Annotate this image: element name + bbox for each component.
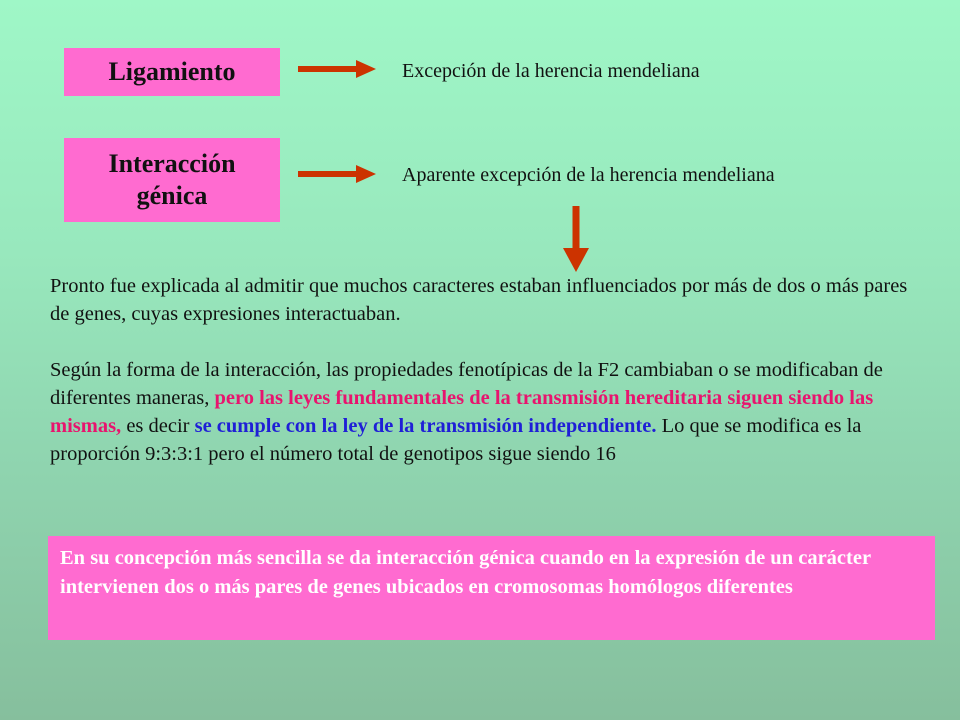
highlight-independent-transmission: se cumple con la ley de la transmisión independiente. [194,415,657,437]
paragraph-text: Lo que se modifica es la proporción 9:3:3:1 pero el número total de genotipos sigue siendo 16 [50,415,862,465]
interaccion-label-line2: génica [136,181,208,210]
ligamiento-label: Ligamiento [108,57,236,86]
ligamiento-box [64,48,280,96]
right-arrow-icon [298,163,378,185]
definition-box: En su concepción más sencilla se da interacción génica cuando en la expresión de un carácter intervienen dos o más pares de genes ubicados en cromosomas homólogos diferentes [48,536,935,640]
statement-apparent-exception: Aparente excepción de la herencia mendeliana [402,164,775,186]
down-arrow-icon [561,206,591,274]
statement-exception: Excepción de la herencia mendeliana [402,60,700,82]
interaction-paragraph [50,356,930,468]
paragraph-text: es decir [121,415,195,437]
interaccion-label-line1: Interacción [108,148,236,178]
explanation-paragraph: Pronto fue explicada al admitir que muchos caracteres estaban influenciados por más de dos o más pares de genes, cuyas expresiones interactuaban. [50,275,908,325]
right-arrow-icon [298,58,378,80]
interaccion-genica-box [64,138,280,222]
highlight-fundamental-laws: pero las leyes fundamentales de la transmisión hereditaria siguen siendo las mismas, [50,387,874,437]
paragraph-text: Según la forma de la interacción, las propiedades fenotípicas de la F2 cambiaban o se modificaban de diferentes maneras, [50,359,883,409]
